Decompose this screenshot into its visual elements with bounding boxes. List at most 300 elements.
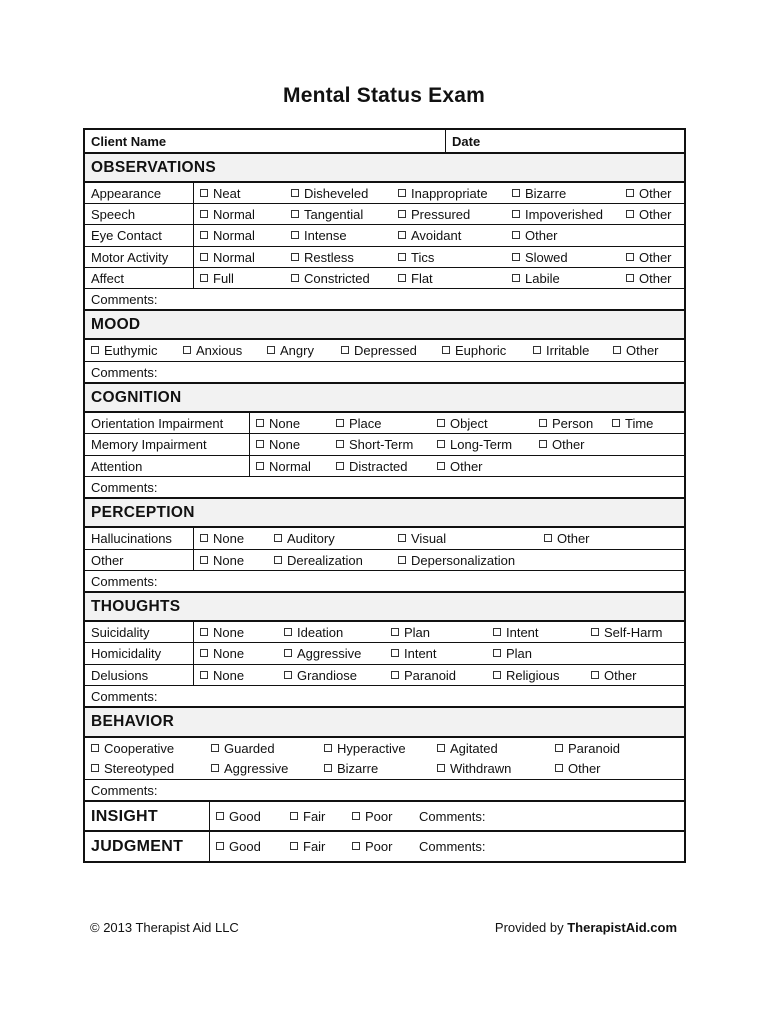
checkbox[interactable]: [626, 274, 634, 282]
option-label: Stereotyped: [104, 761, 175, 776]
checkbox[interactable]: [391, 628, 399, 636]
option-label: Other: [639, 186, 672, 201]
checkbox[interactable]: [91, 764, 99, 772]
checkbox[interactable]: [336, 419, 344, 427]
option-label: Aggressive: [297, 646, 362, 662]
checkbox-option[interactable]: [493, 668, 559, 683]
observations-comments[interactable]: [85, 289, 684, 311]
checkbox-option[interactable]: [284, 668, 357, 683]
checkbox[interactable]: [352, 812, 360, 820]
option-label: Guarded: [224, 741, 275, 756]
option-label: Other: [568, 761, 601, 776]
checkbox[interactable]: [256, 419, 264, 427]
checkbox[interactable]: [533, 346, 541, 354]
row-label: Orientation Impairment: [91, 416, 224, 431]
option-label: Paranoid: [404, 667, 457, 683]
checkbox-option[interactable]: [512, 186, 566, 201]
checkbox-option[interactable]: [91, 741, 174, 756]
checkbox-option[interactable]: [290, 809, 325, 824]
checkbox[interactable]: [539, 419, 547, 427]
checkbox-option[interactable]: [274, 553, 363, 568]
exam-form: [83, 128, 686, 863]
client-name-field[interactable]: Client Name: [91, 134, 167, 149]
checkbox[interactable]: [544, 534, 552, 542]
checkbox-option[interactable]: [626, 271, 672, 286]
field-row: [85, 528, 684, 550]
checkbox-option[interactable]: [626, 186, 672, 201]
checkbox-option[interactable]: [336, 416, 382, 431]
field-row: [85, 204, 684, 225]
checkbox[interactable]: [612, 419, 620, 427]
option-label: None: [269, 437, 301, 453]
checkbox[interactable]: [437, 440, 445, 448]
option-label: Ideation: [297, 625, 344, 640]
divider: [249, 413, 250, 433]
option-label: Object: [450, 416, 488, 431]
checkbox-option[interactable]: [613, 343, 659, 358]
checkbox[interactable]: [493, 649, 501, 657]
checkbox-option[interactable]: [291, 228, 347, 243]
checkbox[interactable]: [539, 440, 547, 448]
checkbox-option[interactable]: [493, 625, 539, 640]
option-label: Poor: [365, 839, 393, 854]
checkbox[interactable]: [91, 346, 99, 354]
checkbox-option[interactable]: [336, 459, 408, 474]
checkbox-option[interactable]: [91, 761, 174, 776]
divider: [193, 622, 194, 642]
checkbox[interactable]: [274, 534, 282, 542]
option-label: Distracted: [349, 458, 408, 474]
checkbox-option[interactable]: [200, 531, 244, 546]
checkbox[interactable]: [626, 189, 634, 197]
section-perception: [85, 499, 684, 528]
checkbox[interactable]: [216, 842, 224, 850]
checkbox-option[interactable]: [324, 741, 406, 756]
checkbox-option[interactable]: [391, 625, 430, 640]
checkbox[interactable]: [341, 346, 349, 354]
checkbox-option[interactable]: [437, 416, 488, 431]
checkbox-option[interactable]: [256, 416, 300, 431]
checkbox[interactable]: [391, 671, 399, 679]
section-title: OBSERVATIONS: [91, 159, 217, 176]
checkbox-option[interactable]: [183, 343, 242, 358]
divider: [209, 832, 210, 861]
mood-comments[interactable]: [85, 362, 684, 384]
option-label: Derealization: [287, 552, 363, 568]
section-title: BEHAVIOR: [91, 713, 175, 730]
checkbox-option[interactable]: [398, 531, 446, 546]
checkbox-option[interactable]: [256, 459, 311, 474]
checkbox-option[interactable]: [200, 228, 255, 243]
thoughts-comments[interactable]: [85, 686, 684, 708]
checkbox-option[interactable]: [493, 646, 532, 661]
section-observations: [85, 154, 684, 183]
checkbox-option[interactable]: [211, 761, 288, 776]
option-label: Other: [552, 437, 585, 453]
footer-copyright: © 2013 Therapist Aid LLC: [90, 920, 239, 935]
option-label: Inappropriate: [411, 186, 488, 201]
option-label: None: [269, 416, 301, 431]
option-label: Disheveled: [304, 186, 369, 201]
option-label: Tics: [411, 249, 435, 265]
checkbox-option[interactable]: [442, 343, 506, 358]
option-label: Time: [625, 416, 654, 431]
checkbox[interactable]: [200, 671, 208, 679]
checkbox[interactable]: [437, 419, 445, 427]
checkbox[interactable]: [200, 253, 208, 261]
field-row: [85, 622, 684, 643]
section-cognition: [85, 384, 684, 413]
perception-comments[interactable]: [85, 571, 684, 593]
row-label: Memory Impairment: [91, 437, 207, 453]
option-label: Depersonalization: [411, 552, 516, 568]
comments-label: Comments:: [419, 809, 486, 824]
checkbox-option[interactable]: [291, 271, 370, 286]
checkbox-option[interactable]: [437, 459, 483, 474]
checkbox[interactable]: [183, 346, 191, 354]
option-label: None: [213, 552, 245, 568]
option-label: Paranoid: [568, 741, 621, 756]
option-label: Normal: [269, 458, 311, 474]
checkbox[interactable]: [291, 231, 299, 239]
checkbox-option[interactable]: [291, 207, 363, 222]
checkbox-option[interactable]: [626, 207, 672, 222]
checkbox-option[interactable]: [512, 271, 560, 286]
option-label: Poor: [365, 809, 393, 824]
checkbox[interactable]: [200, 189, 208, 197]
checkbox[interactable]: [613, 346, 621, 354]
checkbox[interactable]: [324, 764, 332, 772]
row-label: Other: [91, 552, 124, 568]
option-label: Intense: [304, 228, 347, 244]
checkbox-option[interactable]: [544, 531, 590, 546]
checkbox-option[interactable]: [591, 625, 663, 640]
checkbox[interactable]: [626, 253, 634, 261]
option-label: Religious: [506, 667, 560, 683]
divider: [209, 802, 210, 830]
option-label: Tangential: [304, 207, 364, 223]
option-label: Bizarre: [525, 186, 567, 201]
behavior-comments[interactable]: [85, 780, 684, 802]
option-label: Other: [450, 458, 483, 474]
checkbox[interactable]: [512, 189, 520, 197]
checkbox[interactable]: [398, 556, 406, 564]
field-row: [85, 665, 684, 686]
section-title: THOUGHTS: [91, 598, 181, 615]
option-label: Long-Term: [450, 437, 513, 453]
option-label: Good: [229, 839, 261, 854]
checkbox-option[interactable]: [200, 625, 244, 640]
option-label: Place: [349, 416, 382, 431]
checkbox-option[interactable]: [626, 250, 672, 265]
option-label: Self-Harm: [604, 625, 663, 640]
checkbox-option[interactable]: [352, 839, 392, 854]
option-label: Neat: [213, 186, 241, 201]
checkbox[interactable]: [284, 671, 292, 679]
checkbox-option[interactable]: [512, 228, 558, 243]
checkbox-option[interactable]: [200, 207, 255, 222]
checkbox-option[interactable]: [512, 207, 603, 222]
checkbox[interactable]: [256, 462, 264, 470]
checkbox[interactable]: [391, 649, 399, 657]
checkbox-option[interactable]: [591, 668, 637, 683]
checkbox[interactable]: [274, 556, 282, 564]
mood-options-row: [85, 340, 684, 362]
checkbox[interactable]: [591, 671, 599, 679]
row-label: Homicidality: [91, 646, 162, 662]
checkbox-option[interactable]: [398, 250, 434, 265]
option-label: Irritable: [546, 343, 590, 358]
section-thoughts: [85, 593, 684, 622]
checkbox[interactable]: [200, 231, 208, 239]
divider: [193, 225, 194, 245]
checkbox-option[interactable]: [391, 668, 456, 683]
divider: [193, 550, 194, 571]
checkbox-option[interactable]: [291, 186, 368, 201]
checkbox[interactable]: [211, 744, 219, 752]
option-label: Anxious: [196, 343, 243, 358]
checkbox[interactable]: [291, 253, 299, 261]
checkbox-option[interactable]: [398, 271, 433, 286]
behavior-options: [85, 738, 684, 780]
site-link[interactable]: TherapistAid.com: [567, 920, 677, 935]
checkbox[interactable]: [442, 346, 450, 354]
checkbox[interactable]: [211, 764, 219, 772]
checkbox[interactable]: [352, 842, 360, 850]
checkbox[interactable]: [398, 534, 406, 542]
option-label: Avoidant: [411, 228, 462, 244]
option-label: Plan: [506, 646, 533, 662]
option-label: Intent: [404, 646, 437, 662]
option-label: Other: [557, 531, 590, 546]
checkbox-option[interactable]: [512, 250, 568, 265]
checkbox-option[interactable]: [555, 741, 620, 756]
checkbox[interactable]: [437, 462, 445, 470]
checkbox-option[interactable]: [291, 250, 354, 265]
option-label: Normal: [213, 207, 255, 223]
checkbox[interactable]: [284, 649, 292, 657]
checkbox-option[interactable]: [290, 839, 325, 854]
divider: [193, 204, 194, 224]
divider: [193, 183, 194, 203]
checkbox-option[interactable]: [200, 668, 244, 683]
checkbox-option[interactable]: [211, 741, 275, 756]
checkbox[interactable]: [398, 210, 406, 218]
checkbox[interactable]: [437, 764, 445, 772]
option-label: Other: [626, 343, 659, 358]
option-label: Good: [229, 809, 261, 824]
section-mood: [85, 311, 684, 340]
checkbox[interactable]: [267, 346, 275, 354]
checkbox[interactable]: [324, 744, 332, 752]
option-label: Cooperative: [104, 741, 175, 756]
checkbox-option[interactable]: [336, 437, 413, 452]
checkbox[interactable]: [200, 274, 208, 282]
divider: [249, 434, 250, 454]
client-info-row: [85, 130, 684, 154]
option-label: Withdrawn: [450, 761, 512, 776]
option-label: Grandiose: [297, 667, 357, 683]
checkbox[interactable]: [512, 210, 520, 218]
checkbox[interactable]: [512, 253, 520, 261]
checkbox[interactable]: [555, 764, 563, 772]
checkbox-option[interactable]: [341, 343, 417, 358]
checkbox[interactable]: [200, 628, 208, 636]
field-row: [85, 247, 684, 268]
checkbox-option[interactable]: [555, 761, 601, 776]
option-label: Euthymic: [104, 343, 158, 358]
checkbox[interactable]: [398, 231, 406, 239]
checkbox[interactable]: [493, 628, 501, 636]
row-label: Suicidality: [91, 625, 150, 640]
option-label: Hyperactive: [337, 741, 406, 756]
field-row: [85, 456, 684, 477]
checkbox-option[interactable]: [91, 343, 157, 358]
checkbox[interactable]: [437, 744, 445, 752]
section-title: JUDGMENT: [91, 838, 184, 855]
checkbox[interactable]: [200, 210, 208, 218]
option-label: Restless: [304, 249, 354, 265]
option-label: None: [213, 625, 245, 640]
checkbox-option[interactable]: [539, 416, 593, 431]
divider: [193, 528, 194, 549]
checkbox[interactable]: [291, 189, 299, 197]
option-label: Auditory: [287, 531, 335, 546]
section-behavior: [85, 708, 684, 738]
insight-row: [85, 802, 684, 832]
checkbox[interactable]: [290, 812, 298, 820]
section-title: MOOD: [91, 316, 141, 333]
option-label: Bizarre: [337, 761, 379, 776]
checkbox-option[interactable]: [324, 761, 378, 776]
checkbox-option[interactable]: [256, 437, 300, 452]
checkbox-option[interactable]: [398, 228, 461, 243]
field-row: [85, 268, 684, 289]
checkbox-option[interactable]: [398, 186, 488, 201]
checkbox[interactable]: [200, 649, 208, 657]
field-row: [85, 550, 684, 572]
comments-label: Comments:: [419, 839, 486, 854]
section-title: PERCEPTION: [91, 504, 195, 521]
checkbox-option[interactable]: [391, 646, 437, 661]
option-label: Labile: [525, 270, 560, 286]
option-label: Agitated: [450, 741, 498, 756]
checkbox-option[interactable]: [398, 207, 470, 222]
checkbox-option[interactable]: [200, 186, 240, 201]
checkbox[interactable]: [398, 274, 406, 282]
divider: [445, 130, 446, 152]
checkbox-option[interactable]: [216, 839, 261, 854]
checkbox[interactable]: [493, 671, 501, 679]
checkbox[interactable]: [216, 812, 224, 820]
option-label: Depressed: [354, 343, 417, 358]
section-title: INSIGHT: [91, 808, 158, 825]
row-label: Speech: [91, 207, 136, 223]
checkbox[interactable]: [284, 628, 292, 636]
row-label: Motor Activity: [91, 249, 169, 265]
option-label: None: [213, 667, 245, 683]
checkbox[interactable]: [398, 189, 406, 197]
option-label: Person: [552, 416, 594, 431]
checkbox-option[interactable]: [437, 741, 498, 756]
option-label: Other: [639, 207, 672, 223]
checkbox-option[interactable]: [216, 809, 261, 824]
checkbox-option[interactable]: [200, 271, 234, 286]
checkbox[interactable]: [336, 462, 344, 470]
checkbox-option[interactable]: [284, 625, 343, 640]
checkbox-option[interactable]: [398, 553, 515, 568]
checkbox[interactable]: [626, 210, 634, 218]
checkbox[interactable]: [291, 210, 299, 218]
divider: [249, 456, 250, 476]
option-label: Flat: [411, 270, 433, 286]
checkbox-option[interactable]: [267, 343, 314, 358]
checkbox-option[interactable]: [612, 416, 653, 431]
checkbox[interactable]: [591, 628, 599, 636]
checkbox[interactable]: [200, 556, 208, 564]
checkbox[interactable]: [398, 253, 406, 261]
row-label: Eye Contact: [91, 228, 162, 244]
section-title: COGNITION: [91, 389, 182, 406]
option-label: Other: [639, 249, 672, 265]
field-row: [85, 643, 684, 664]
checkbox[interactable]: [555, 744, 563, 752]
option-label: Normal: [213, 228, 255, 244]
field-row: [85, 225, 684, 246]
checkbox[interactable]: [91, 744, 99, 752]
option-label: None: [213, 646, 245, 662]
row-label: Hallucinations: [91, 531, 172, 546]
checkbox[interactable]: [291, 274, 299, 282]
checkbox-option[interactable]: [539, 437, 585, 452]
checkbox-option[interactable]: [437, 437, 512, 452]
checkbox[interactable]: [336, 440, 344, 448]
checkbox-option[interactable]: [200, 553, 244, 568]
option-label: Visual: [411, 531, 447, 546]
checkbox-option[interactable]: [437, 761, 511, 776]
checkbox[interactable]: [290, 842, 298, 850]
checkbox-option[interactable]: [533, 343, 589, 358]
footer-provided-by: [495, 920, 677, 935]
checkbox-option[interactable]: [274, 531, 335, 546]
divider: [193, 268, 194, 288]
row-label: Affect: [91, 270, 125, 286]
checkbox-option[interactable]: [284, 646, 361, 661]
checkbox-option[interactable]: [200, 646, 244, 661]
option-label: Aggressive: [224, 761, 289, 776]
option-label: Short-Term: [349, 437, 414, 453]
comments-label: Comments:: [91, 574, 158, 589]
date-field[interactable]: Date: [452, 134, 481, 149]
checkbox[interactable]: [256, 440, 264, 448]
checkbox[interactable]: [512, 231, 520, 239]
option-label: Euphoric: [455, 343, 507, 358]
checkbox[interactable]: [512, 274, 520, 282]
checkbox[interactable]: [200, 534, 208, 542]
row-label: Attention: [91, 458, 143, 474]
comments-label: Comments:: [91, 689, 158, 704]
comments-label: Comments:: [91, 292, 158, 307]
option-label: None: [213, 531, 245, 546]
field-row: [85, 434, 684, 455]
checkbox-option[interactable]: [352, 809, 392, 824]
field-row: [85, 413, 684, 434]
provided-by-label: Provided by: [494, 920, 564, 935]
checkbox-option[interactable]: [200, 250, 255, 265]
option-label: Slowed: [525, 249, 568, 265]
option-label: Other: [525, 228, 558, 244]
cognition-comments[interactable]: [85, 477, 684, 499]
